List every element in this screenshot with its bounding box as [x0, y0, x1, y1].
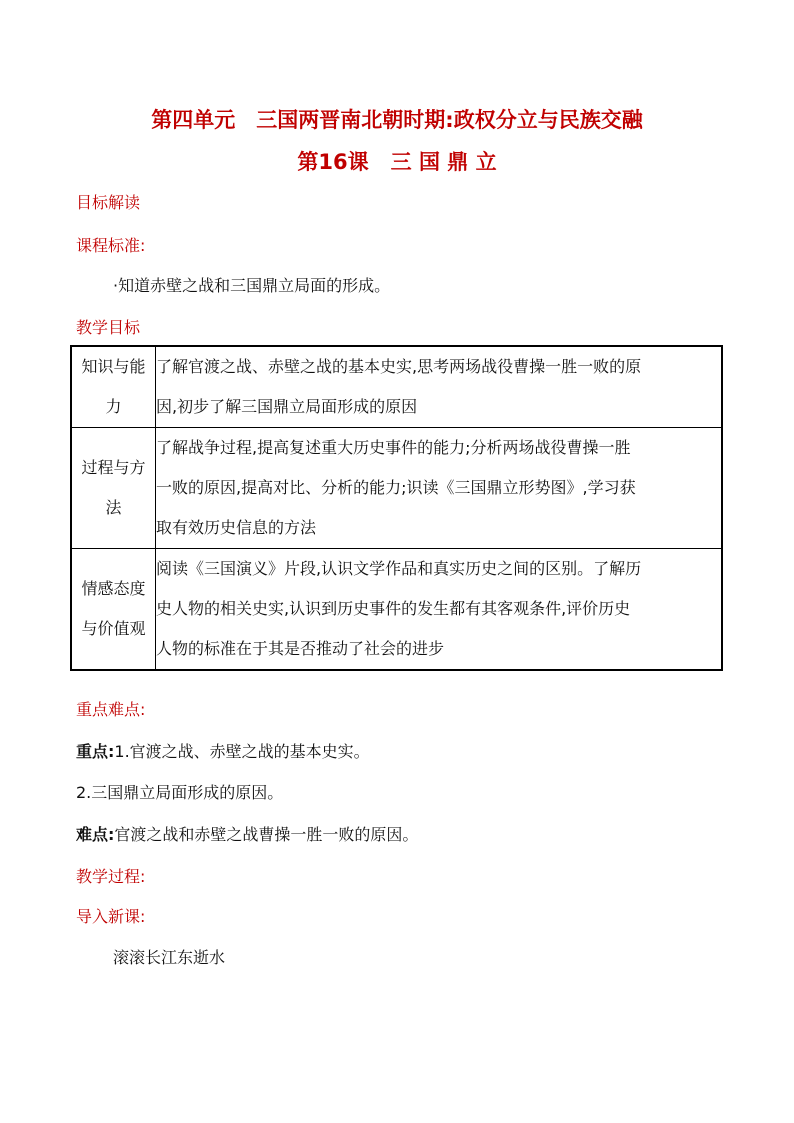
table-row — [71, 549, 722, 671]
goal-content-line: 了解战争过程,提高复述重大历史事件的能力;分析两场战役曹操一胜 — [156, 438, 631, 457]
goal-content-line: 取有效历史信息的方法 — [156, 518, 317, 537]
difficulty-text: 官渡之战和赤壁之战曹操一胜一败的原因。 — [114, 825, 419, 844]
goal-content-line: 一败的原因,提高对比、分析的能力;识读《三国鼎立形势图》,学习获 — [156, 478, 636, 497]
goal-content-line: 阅读《三国演义》片段,认识文学作品和真实历史之间的区别。了解历 — [156, 559, 642, 578]
section-goal-reading: 目标解读 — [76, 193, 141, 212]
lesson-number: 第16课 — [297, 150, 369, 174]
goal-label-line: 法 — [105, 498, 122, 517]
goal-label — [71, 428, 156, 549]
goal-label-line: 情感态度 — [81, 579, 146, 598]
goal-label — [71, 549, 156, 671]
goal-content-line: 史人物的相关史实,认识到历史事件的发生都有其客观条件,评价历史 — [156, 599, 631, 618]
unit-title: 第四单元 三国两晋南北朝时期:政权分立与民族交融 — [151, 108, 643, 132]
goal-label-line: 力 — [105, 397, 122, 416]
table-row — [71, 428, 722, 549]
lesson-name: 三 国 鼎 立 — [390, 150, 497, 174]
section-curriculum-standard: 课程标准: — [76, 236, 146, 255]
goal-label-line: 知识与能 — [81, 357, 146, 376]
goal-content — [156, 549, 723, 671]
section-teaching-process: 教学过程: — [76, 867, 146, 886]
difficulty-line — [76, 822, 418, 845]
teaching-goals-table — [70, 345, 723, 671]
difficulty-label: 难点: — [76, 825, 115, 844]
key-point-2-line: 2.三国鼎立局面形成的原因。 — [76, 783, 284, 802]
section-intro: 导入新课: — [76, 907, 146, 926]
lesson-title — [0, 146, 794, 176]
table-row — [71, 346, 722, 428]
key-point-label: 重点: — [76, 742, 115, 761]
goal-content-line: 因,初步了解三国鼎立局面形成的原因 — [156, 397, 418, 416]
goal-content — [156, 346, 723, 428]
section-teaching-goals: 教学目标 — [76, 318, 141, 337]
key-point-line — [76, 739, 370, 762]
intro-text: 滚滚长江东逝水 — [113, 948, 226, 967]
goal-content-line: 了解官渡之战、赤壁之战的基本史实,思考两场战役曹操一胜一败的原 — [156, 357, 642, 376]
curriculum-text: ·知道赤壁之战和三国鼎立局面的形成。 — [113, 276, 391, 295]
goal-label-line: 与价值观 — [81, 619, 146, 638]
goal-label — [71, 346, 156, 428]
section-key-points: 重点难点: — [76, 700, 146, 719]
goal-label-line: 过程与方 — [81, 458, 146, 477]
goal-content-line: 人物的标准在于其是否推动了社会的进步 — [156, 639, 445, 658]
key-point-text: 1.官渡之战、赤壁之战的基本史实。 — [114, 742, 370, 761]
goal-content — [156, 428, 723, 549]
